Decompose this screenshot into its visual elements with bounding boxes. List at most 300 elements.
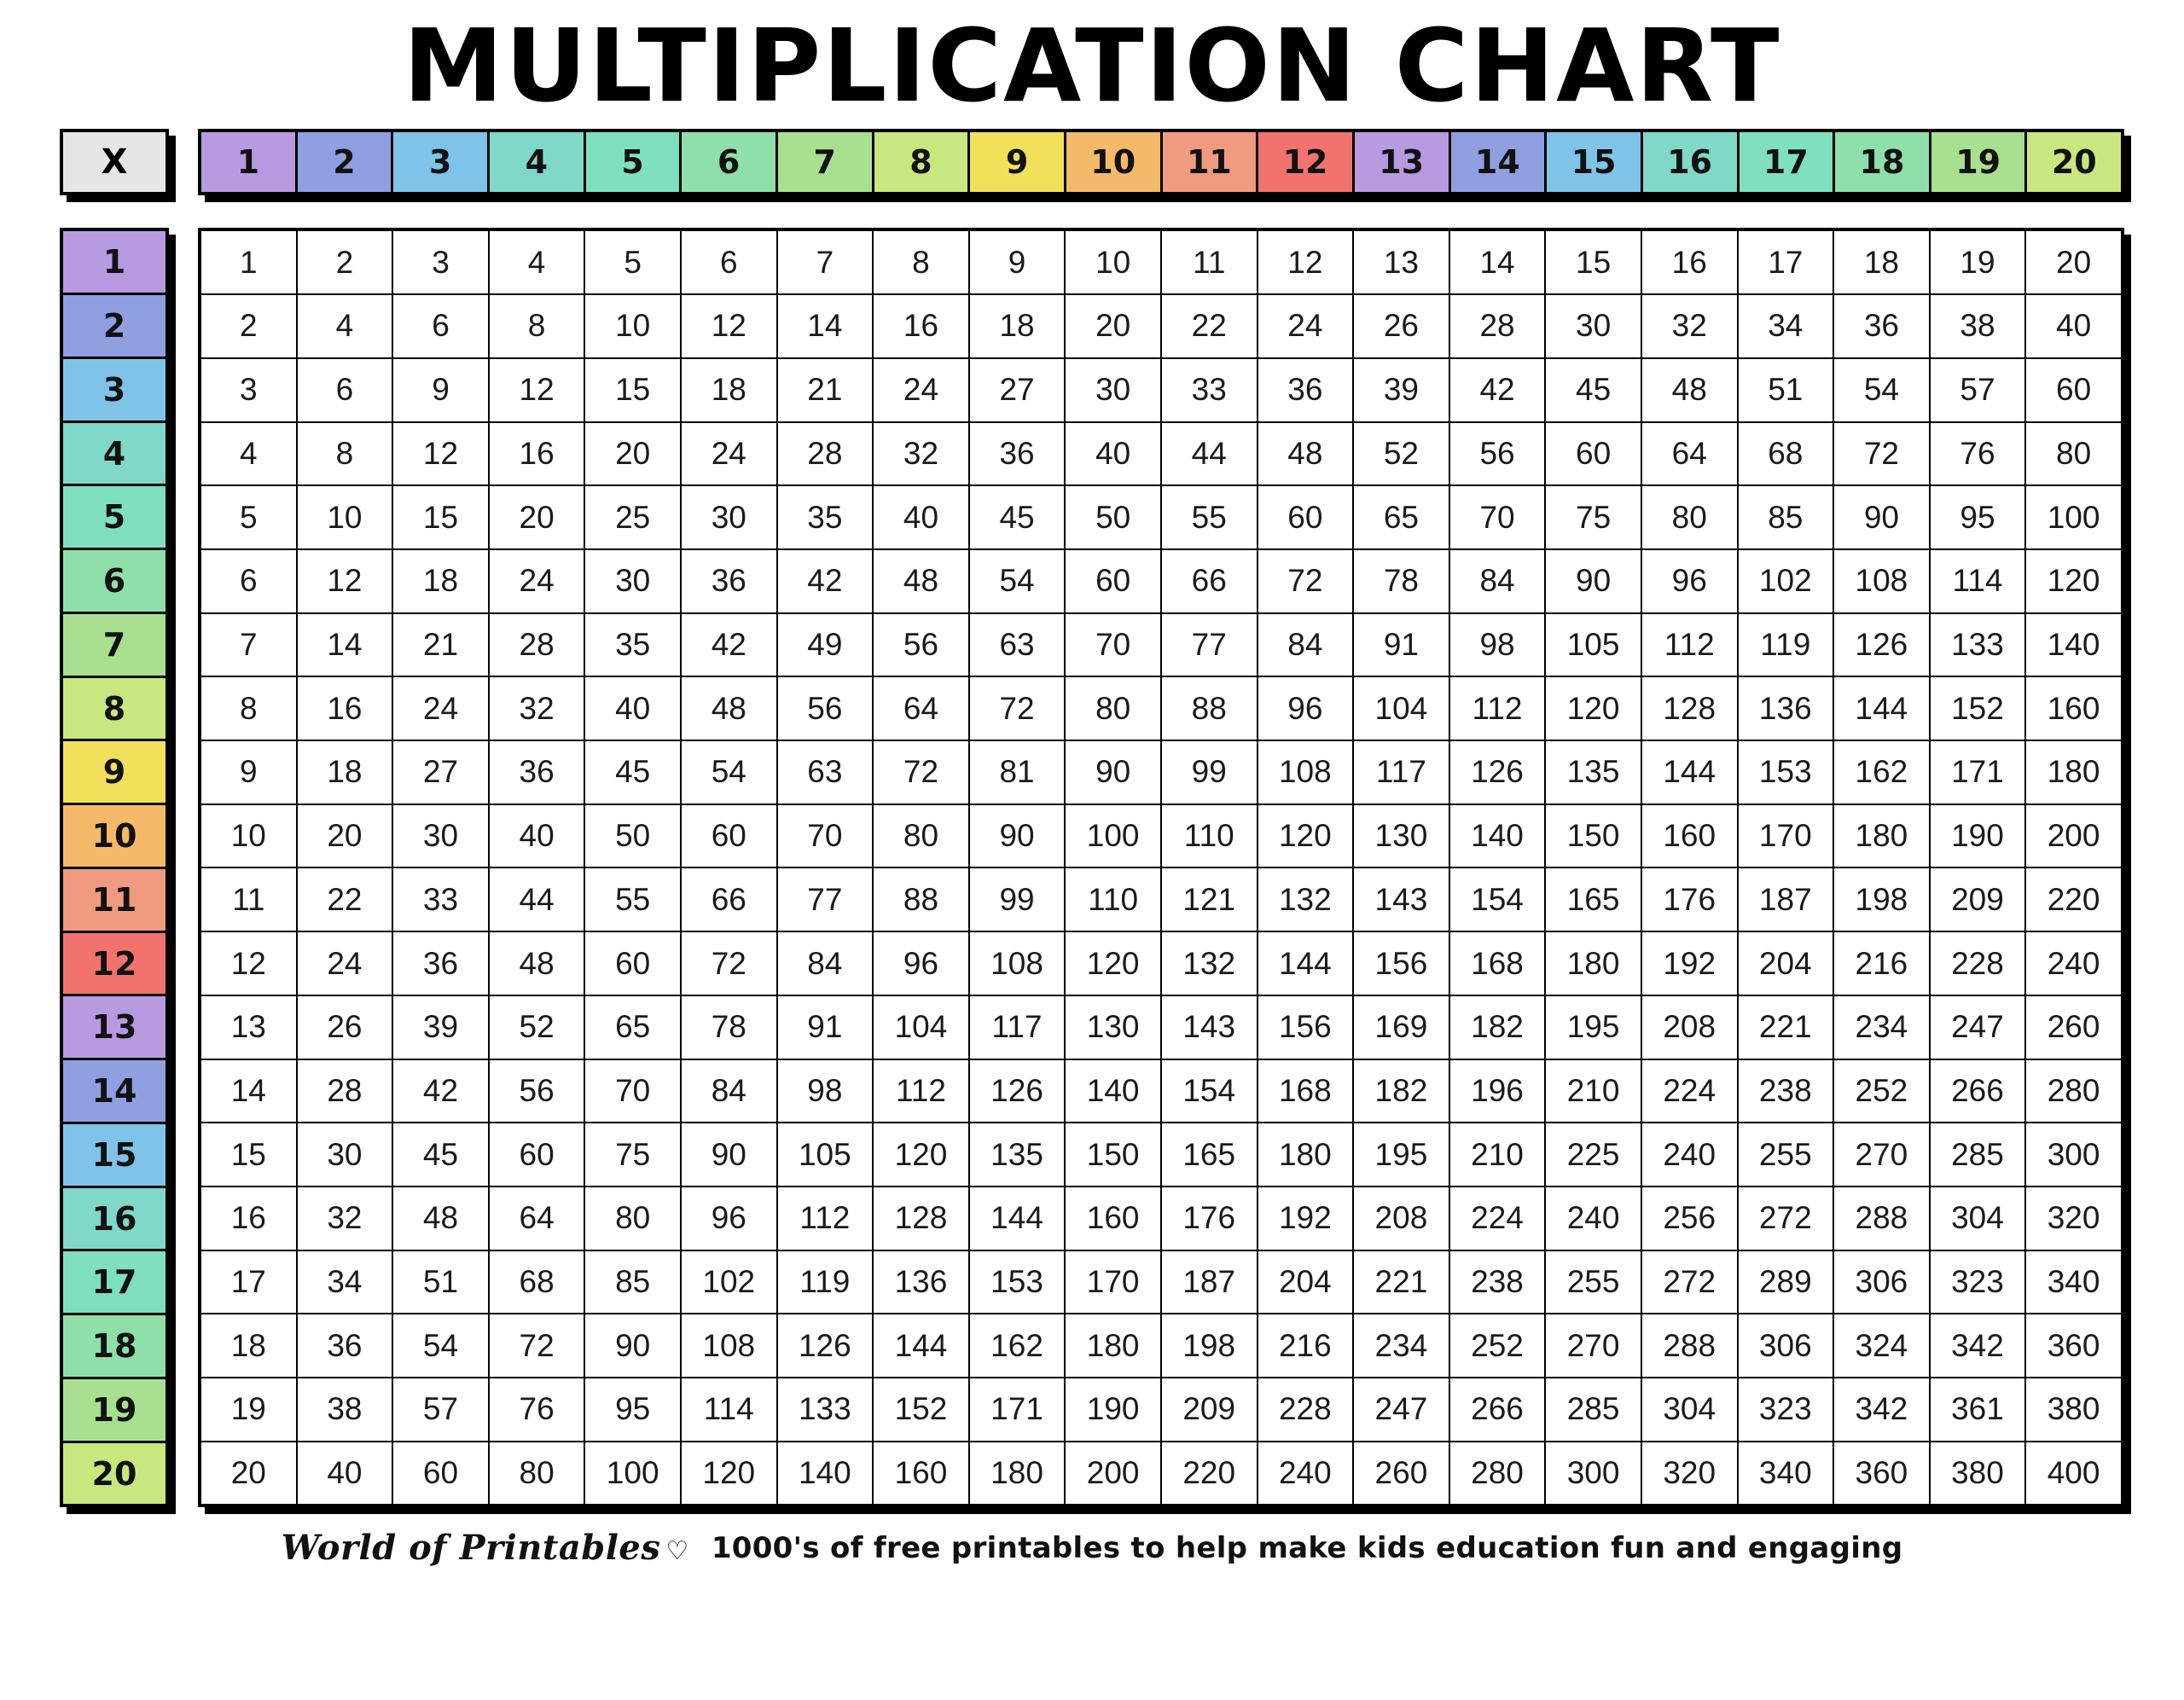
product-cell: 17: [201, 1251, 298, 1314]
product-cell: 210: [1450, 1123, 1547, 1186]
product-cell: 306: [1834, 1251, 1931, 1314]
product-cell: 95: [585, 1378, 682, 1441]
product-cell: 38: [298, 1378, 394, 1441]
product-cell: 39: [1354, 359, 1450, 421]
product-cell: 90: [1066, 741, 1162, 804]
product-cell: 20: [585, 423, 682, 485]
product-cell: 204: [1258, 1251, 1355, 1314]
product-cell: 323: [1931, 1251, 2027, 1314]
product-cell: 272: [1739, 1187, 1835, 1250]
table-row: [201, 1123, 2121, 1187]
product-cell: 144: [874, 1314, 970, 1377]
column-header: 6: [682, 132, 778, 192]
product-cell: 54: [393, 1314, 490, 1377]
product-cell: 56: [778, 677, 874, 740]
product-cell: 80: [874, 805, 970, 867]
product-cell: 15: [201, 1123, 298, 1186]
product-cell: 2: [201, 295, 298, 357]
column-header: 8: [874, 132, 971, 192]
product-cell: 168: [1258, 1060, 1355, 1123]
product-cell: 56: [874, 614, 970, 676]
product-cell: 266: [1450, 1378, 1547, 1441]
product-cell: 7: [201, 614, 298, 676]
table-row: [201, 1442, 2121, 1505]
product-cell: 220: [1162, 1442, 1258, 1505]
table-row: [201, 359, 2121, 423]
product-cell: 112: [1450, 677, 1547, 740]
product-cell: 52: [490, 996, 586, 1059]
product-cell: 102: [682, 1251, 778, 1314]
product-cell: 80: [490, 1442, 586, 1505]
product-cell: 32: [490, 677, 586, 740]
product-cell: 228: [1931, 932, 2027, 995]
product-cell: 77: [778, 868, 874, 931]
product-cell: 18: [682, 359, 778, 421]
product-cell: 156: [1354, 932, 1450, 995]
product-cell: 8: [298, 423, 394, 485]
product-cell: 38: [1931, 295, 2027, 357]
product-cell: 135: [1546, 741, 1642, 804]
table-row: [201, 741, 2121, 805]
product-cell: 20: [298, 805, 394, 867]
product-cell: 114: [682, 1378, 778, 1441]
product-cell: 285: [1546, 1378, 1642, 1441]
product-cell: 51: [393, 1251, 490, 1314]
product-cell: 187: [1739, 868, 1835, 931]
product-cell: 55: [1162, 486, 1258, 548]
product-cell: 18: [201, 1314, 298, 1377]
table-row: [201, 231, 2121, 295]
brand-text: World of Printables: [281, 1528, 661, 1569]
product-cell: 130: [1354, 805, 1450, 867]
footer: [0, 1528, 2184, 1568]
product-cell: 16: [874, 295, 970, 357]
product-cell: 153: [1739, 741, 1835, 804]
product-cell: 144: [1834, 677, 1931, 740]
product-cell: 140: [1066, 1060, 1162, 1123]
product-cell: 126: [970, 1060, 1066, 1123]
product-cell: 380: [2047, 1391, 2100, 1427]
product-cell: 68: [490, 1251, 586, 1314]
product-cell: 64: [874, 677, 970, 740]
product-cell: 108: [970, 932, 1066, 995]
product-cell: 72: [490, 1314, 586, 1377]
product-cell: 84: [1258, 614, 1355, 676]
product-cell: 143: [1354, 868, 1450, 931]
product-cell: 110: [1162, 805, 1258, 867]
product-cell: 6: [393, 295, 490, 357]
table-row: [201, 932, 2121, 996]
product-cell: 60: [585, 932, 682, 995]
product-cell: 210: [1546, 1060, 1642, 1123]
product-cell: 156: [1258, 996, 1355, 1059]
product-cell: 12: [490, 359, 586, 421]
product-cell: 64: [1642, 423, 1739, 485]
product-cell: 105: [778, 1123, 874, 1186]
product-cell: 44: [490, 868, 586, 931]
product-cell: 14: [1450, 231, 1547, 293]
product-cell: 182: [1354, 1060, 1450, 1123]
product-cell: 80: [585, 1187, 682, 1250]
product-cell: 128: [1642, 677, 1739, 740]
product-cell: 320: [1642, 1442, 1739, 1505]
product-cell: 32: [1642, 295, 1739, 357]
table-row: [201, 996, 2121, 1060]
product-cell: 16: [201, 1187, 298, 1250]
product-cell: 198: [1162, 1314, 1258, 1377]
product-cell: 54: [1834, 359, 1931, 421]
product-cell: 76: [490, 1378, 586, 1441]
product-cell: 288: [1642, 1314, 1739, 1377]
product-cell: 160: [874, 1442, 970, 1505]
product-cell: 24: [393, 677, 490, 740]
product-cell: 120: [1546, 677, 1642, 740]
product-cell: 126: [778, 1314, 874, 1377]
product-cell: 96: [1258, 677, 1355, 740]
product-cell: 280: [2047, 1072, 2100, 1108]
product-cell: 340: [1739, 1442, 1835, 1505]
product-cell: 289: [1739, 1251, 1835, 1314]
product-cell: 6: [201, 550, 298, 612]
product-cell: 2: [298, 231, 394, 293]
product-cell: 50: [1066, 486, 1162, 548]
product-cell: 221: [1354, 1251, 1450, 1314]
product-cell: 6: [298, 359, 394, 421]
product-cell: 76: [1931, 423, 2027, 485]
column-header: 19: [1931, 132, 2028, 192]
product-cell: 180: [2047, 754, 2100, 790]
product-cell: 5: [585, 231, 682, 293]
product-cell: 7: [778, 231, 874, 293]
product-cell: 100: [1066, 805, 1162, 867]
chart-header-row: [60, 129, 2124, 195]
product-cell: 49: [778, 614, 874, 676]
product-cell: 70: [1066, 614, 1162, 676]
product-cell: 135: [970, 1123, 1066, 1186]
product-cell: 360: [1834, 1442, 1931, 1505]
product-cell: 12: [1258, 231, 1355, 293]
table-row: [201, 423, 2121, 487]
column-header: 16: [1643, 132, 1740, 192]
table-row: [201, 1060, 2121, 1124]
product-cell: 24: [682, 423, 778, 485]
product-cell: 60: [2056, 372, 2092, 408]
product-cell: 180: [1258, 1123, 1355, 1186]
product-cell: 247: [1931, 996, 2027, 1059]
product-cell: 104: [874, 996, 970, 1059]
product-cell: 247: [1354, 1378, 1450, 1441]
heart-icon: ♡: [665, 1536, 689, 1567]
product-cell: 78: [682, 996, 778, 1059]
product-cell: 112: [778, 1187, 874, 1250]
product-cell: 95: [1931, 486, 2027, 548]
table-row: [201, 1187, 2121, 1251]
product-cell: 120: [1258, 805, 1355, 867]
product-cell: 19: [201, 1378, 298, 1441]
product-cell: 42: [778, 550, 874, 612]
product-cell: 195: [1546, 996, 1642, 1059]
product-cell: 88: [1162, 677, 1258, 740]
product-cell: 8: [201, 677, 298, 740]
column-header: 5: [586, 132, 682, 192]
product-cell: 72: [1258, 550, 1355, 612]
product-cell: 216: [1834, 932, 1931, 995]
column-header: 13: [1355, 132, 1451, 192]
product-cell: 12: [298, 550, 394, 612]
product-cell: 208: [1354, 1187, 1450, 1250]
row-header: 16: [63, 1188, 166, 1252]
product-cell: 18: [970, 295, 1066, 357]
product-cell: 72: [874, 741, 970, 804]
product-cell: 11: [201, 868, 298, 931]
product-cell: 26: [298, 996, 394, 1059]
product-cell: 75: [1546, 486, 1642, 548]
product-cell: 5: [201, 486, 298, 548]
header-spacer: [169, 129, 198, 195]
product-cell: 24: [490, 550, 586, 612]
product-cell: 90: [682, 1123, 778, 1186]
product-cell: 144: [970, 1187, 1066, 1250]
product-cell: 342: [1834, 1378, 1931, 1441]
product-cell: 198: [1834, 868, 1931, 931]
product-cell: 57: [1931, 359, 2027, 421]
product-cell: 80: [2056, 435, 2092, 471]
product-cell: 260: [1354, 1442, 1450, 1505]
column-header: 1: [201, 132, 298, 192]
row-header: 10: [63, 805, 166, 869]
product-cell: 54: [970, 550, 1066, 612]
row-header: 9: [63, 741, 166, 805]
product-cell: 340: [2047, 1264, 2100, 1300]
product-cell: 136: [874, 1251, 970, 1314]
product-cell: 152: [1931, 677, 2027, 740]
column-header: 4: [490, 132, 586, 192]
product-cell: 56: [1450, 423, 1547, 485]
product-cell: 130: [1066, 996, 1162, 1059]
product-cell: 63: [778, 741, 874, 804]
product-cell: 34: [1739, 295, 1835, 357]
row-header: 1: [63, 231, 166, 295]
product-cell: 108: [1258, 741, 1355, 804]
product-cell: 40: [1066, 423, 1162, 485]
product-cell: 165: [1546, 868, 1642, 931]
product-cell: 16: [298, 677, 394, 740]
product-cell: 48: [874, 550, 970, 612]
product-cell: 10: [298, 486, 394, 548]
multiplication-chart: [60, 129, 2124, 1507]
product-cell: 204: [1739, 932, 1835, 995]
product-cell: 54: [682, 741, 778, 804]
product-cell: 85: [1739, 486, 1835, 548]
table-row: [201, 295, 2121, 359]
product-cell: 30: [682, 486, 778, 548]
product-cell: 56: [490, 1060, 586, 1123]
footer-tagline: 1000's of free printables to help make kids education fun and engaging: [711, 1530, 1903, 1565]
table-row: [201, 486, 2121, 550]
product-cell: 180: [1066, 1314, 1162, 1377]
product-cell: 25: [585, 486, 682, 548]
product-cell: 64: [490, 1187, 586, 1250]
product-cell: 33: [1162, 359, 1258, 421]
product-cell: 30: [393, 805, 490, 867]
product-cell: 36: [1834, 295, 1931, 357]
product-cell: 114: [1931, 550, 2027, 612]
product-cell: 285: [1931, 1123, 2027, 1186]
product-cell: 66: [1162, 550, 1258, 612]
product-cell: 160: [1066, 1187, 1162, 1250]
product-cell: 4: [490, 231, 586, 293]
product-cell: 220: [2047, 881, 2100, 917]
product-cell: 12: [201, 932, 298, 995]
product-cell: 40: [874, 486, 970, 548]
product-cell: 112: [874, 1060, 970, 1123]
product-cell: 32: [874, 423, 970, 485]
product-cell: 68: [1739, 423, 1835, 485]
product-cell: 3: [201, 359, 298, 421]
product-cell: 108: [1834, 550, 1931, 612]
product-cell: 45: [393, 1123, 490, 1186]
product-cell: 288: [1834, 1187, 1931, 1250]
product-cell: 200: [2047, 818, 2100, 854]
product-cell: 48: [490, 932, 586, 995]
product-cell: 18: [393, 550, 490, 612]
product-cell: 91: [1354, 614, 1450, 676]
row-header: 4: [63, 423, 166, 487]
column-header: 20: [2027, 132, 2121, 192]
product-cell: 42: [1450, 359, 1547, 421]
row-header: 11: [63, 869, 166, 933]
column-header: 9: [970, 132, 1066, 192]
product-cell: 119: [778, 1251, 874, 1314]
product-cell: 150: [1546, 805, 1642, 867]
product-cell: 90: [1834, 486, 1931, 548]
product-cell: 48: [1642, 359, 1739, 421]
product-cell: 176: [1642, 868, 1739, 931]
product-cell: 252: [1834, 1060, 1931, 1123]
product-cell: 180: [1546, 932, 1642, 995]
product-cell: 44: [1162, 423, 1258, 485]
product-cell: 240: [1642, 1123, 1739, 1186]
table-row: [201, 677, 2121, 741]
product-cell: 121: [1162, 868, 1258, 931]
product-cell: 380: [1931, 1442, 2027, 1505]
product-cell: 209: [1931, 868, 2027, 931]
product-cell: 132: [1162, 932, 1258, 995]
product-cell: 72: [1834, 423, 1931, 485]
column-header: 17: [1740, 132, 1836, 192]
product-cell: 323: [1739, 1378, 1835, 1441]
product-cell: 152: [874, 1378, 970, 1441]
product-cell: 255: [1546, 1251, 1642, 1314]
product-cell: 140: [1450, 805, 1547, 867]
product-cell: 98: [778, 1060, 874, 1123]
product-cell: 105: [1546, 614, 1642, 676]
product-cell: 80: [1066, 677, 1162, 740]
row-header: 20: [63, 1443, 166, 1505]
product-cell: 128: [874, 1187, 970, 1250]
product-cell: 221: [1739, 996, 1835, 1059]
product-cell: 162: [970, 1314, 1066, 1377]
product-cell: 200: [1066, 1442, 1162, 1505]
product-cell: 144: [1258, 932, 1355, 995]
product-cell: 238: [1450, 1251, 1547, 1314]
product-cell: 196: [1450, 1060, 1547, 1123]
product-cell: 36: [298, 1314, 394, 1377]
product-cell: 42: [393, 1060, 490, 1123]
row-header: 13: [63, 996, 166, 1060]
row-header: 3: [63, 359, 166, 423]
table-row: [201, 868, 2121, 932]
grid-spacer: [169, 228, 198, 1507]
product-cell: 60: [1258, 486, 1355, 548]
product-cell: 3: [393, 231, 490, 293]
product-cell: 88: [874, 868, 970, 931]
row-header: 17: [63, 1251, 166, 1315]
product-cell: 35: [778, 486, 874, 548]
product-cell: 10: [1066, 231, 1162, 293]
product-cell: 42: [682, 614, 778, 676]
row-header: 2: [63, 295, 166, 359]
product-cell: 90: [970, 805, 1066, 867]
product-cell: 33: [393, 868, 490, 931]
product-cell: 36: [1258, 359, 1355, 421]
row-header: 5: [63, 486, 166, 550]
product-cell: 187: [1162, 1251, 1258, 1314]
product-cell: 18: [298, 741, 394, 804]
product-cell: 50: [585, 805, 682, 867]
product-cell: 266: [1931, 1060, 2027, 1123]
printable-page: [0, 7, 2184, 1700]
product-cell: 63: [970, 614, 1066, 676]
product-cell: 80: [1642, 486, 1739, 548]
product-cell: 190: [1931, 805, 2027, 867]
product-cell: 240: [2047, 945, 2100, 981]
product-cell: 30: [585, 550, 682, 612]
product-cell: 192: [1258, 1187, 1355, 1250]
product-cell: 90: [1546, 550, 1642, 612]
product-cell: 16: [490, 423, 586, 485]
product-cell: 190: [1066, 1378, 1162, 1441]
product-cell: 133: [1931, 614, 2027, 676]
product-cell: 28: [1450, 295, 1547, 357]
product-cell: 154: [1450, 868, 1547, 931]
product-cell: 22: [298, 868, 394, 931]
product-cell: 40: [298, 1442, 394, 1505]
product-cell: 150: [1066, 1123, 1162, 1186]
product-cell: 90: [585, 1314, 682, 1377]
product-cell: 153: [970, 1251, 1066, 1314]
product-cell: 84: [778, 932, 874, 995]
product-cell: 40: [585, 677, 682, 740]
product-cell: 45: [970, 486, 1066, 548]
product-cell: 270: [1834, 1123, 1931, 1186]
product-cell: 300: [2047, 1136, 2100, 1172]
product-cell: 20: [2056, 244, 2092, 280]
product-cell: 60: [393, 1442, 490, 1505]
product-cell: 180: [970, 1442, 1066, 1505]
column-header: 12: [1258, 132, 1355, 192]
product-cell: 10: [201, 805, 298, 867]
product-cell: 91: [778, 996, 874, 1059]
product-cell: 84: [1450, 550, 1547, 612]
product-cell: 22: [1162, 295, 1258, 357]
product-cell: 102: [1739, 550, 1835, 612]
column-header: 14: [1451, 132, 1548, 192]
product-cell: 320: [2047, 1200, 2100, 1236]
product-cell: 120: [2047, 563, 2100, 599]
product-cell: 81: [970, 741, 1066, 804]
product-cell: 14: [778, 295, 874, 357]
